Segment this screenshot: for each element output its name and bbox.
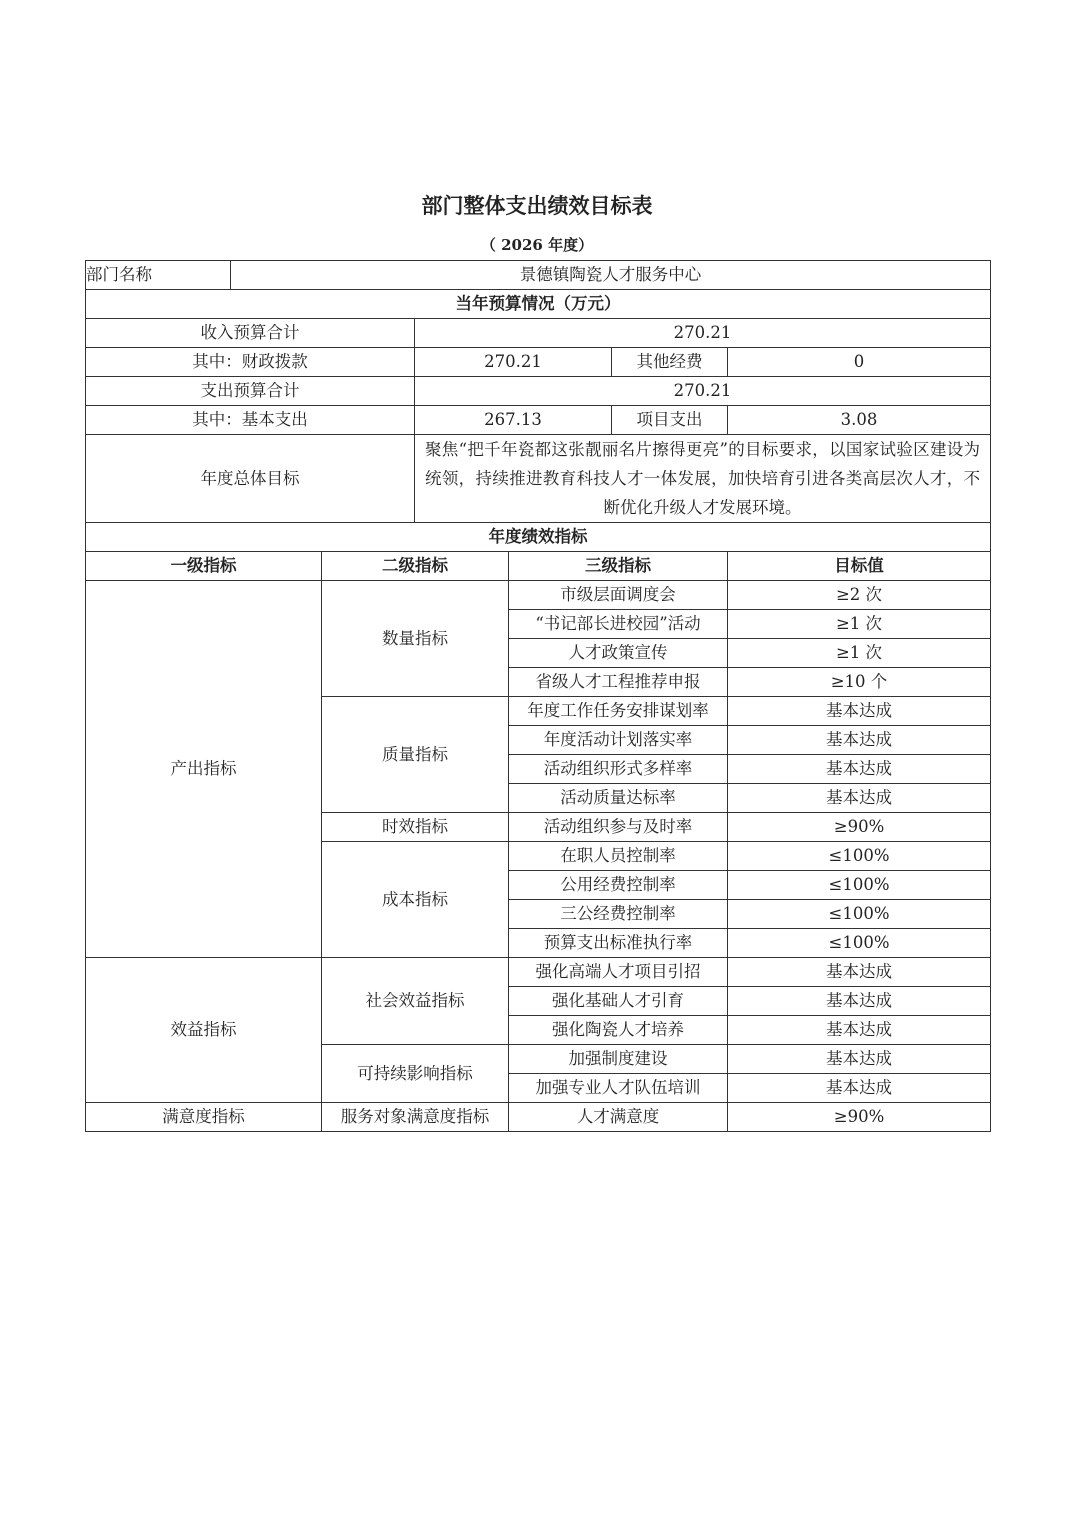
target-value: 基本达成	[728, 1045, 991, 1074]
target-value: ≤100%	[728, 842, 991, 871]
fiscal-label: 其中：财政拨款	[86, 348, 415, 377]
level3-cell: 活动质量达标率	[509, 784, 728, 813]
performance-table	[85, 260, 991, 1132]
level3-cell: 人才满意度	[509, 1103, 728, 1132]
target-value: ≤100%	[728, 929, 991, 958]
income-total-label: 收入预算合计	[86, 319, 415, 348]
level3-cell: 市级层面调度会	[509, 581, 728, 610]
table-row	[86, 1103, 991, 1132]
table-row	[86, 581, 991, 610]
fiscal-value: 270.21	[415, 348, 612, 377]
level3-cell: 强化基础人才引育	[509, 987, 728, 1016]
target-value: ≥90%	[728, 1103, 991, 1132]
level3-cell: 加强专业人才队伍培训	[509, 1074, 728, 1103]
target-value: 基本达成	[728, 1074, 991, 1103]
level2-cell: 社会效益指标	[322, 958, 509, 1045]
basic-label: 其中：基本支出	[86, 406, 415, 435]
level1-cell: 效益指标	[86, 958, 322, 1103]
header-target: 目标值	[728, 552, 991, 581]
level3-cell: 加强制度建设	[509, 1045, 728, 1074]
level3-cell: 三公经费控制率	[509, 900, 728, 929]
level3-cell: 预算支出标准执行率	[509, 929, 728, 958]
dept-label: 部门名称	[86, 261, 231, 290]
header-level1: 一级指标	[86, 552, 322, 581]
target-value: 基本达成	[728, 726, 991, 755]
budget-heading: 当年预算情况（万元）	[86, 290, 991, 319]
dept-name: 景德镇陶瓷人才服务中心	[231, 261, 991, 290]
level2-cell: 数量指标	[322, 581, 509, 697]
basic-value: 267.13	[415, 406, 612, 435]
target-value: 基本达成	[728, 697, 991, 726]
target-value: ≥10 个	[728, 668, 991, 697]
target-value: ≥90%	[728, 813, 991, 842]
level2-cell: 可持续影响指标	[322, 1045, 509, 1103]
target-value: 基本达成	[728, 958, 991, 987]
other-value: 0	[728, 348, 991, 377]
level3-cell: “书记部长进校园”活动	[509, 610, 728, 639]
table-row	[86, 958, 991, 987]
year-subtitle: （ 2026 年度）	[480, 236, 594, 254]
target-value: 基本达成	[728, 1016, 991, 1045]
level3-cell: 人才政策宣传	[509, 639, 728, 668]
target-value: ≥1 次	[728, 610, 991, 639]
level3-cell: 公用经费控制率	[509, 871, 728, 900]
level3-cell: 在职人员控制率	[509, 842, 728, 871]
target-value: 基本达成	[728, 987, 991, 1016]
level2-cell: 服务对象满意度指标	[322, 1103, 509, 1132]
level3-cell: 年度工作任务安排谋划率	[509, 697, 728, 726]
level3-cell: 年度活动计划落实率	[509, 726, 728, 755]
level2-cell: 质量指标	[322, 697, 509, 813]
level3-cell: 省级人才工程推荐申报	[509, 668, 728, 697]
level3-cell: 活动组织参与及时率	[509, 813, 728, 842]
target-value: ≤100%	[728, 871, 991, 900]
target-value: 基本达成	[728, 784, 991, 813]
header-level2: 二级指标	[322, 552, 509, 581]
goal-label: 年度总体目标	[86, 435, 415, 523]
project-value: 3.08	[728, 406, 991, 435]
metrics-heading: 年度绩效指标	[86, 523, 991, 552]
goal-text: 聚焦“把千年瓷都这张靓丽名片擦得更亮”的目标要求，以国家试验区建设为统领，持续推进教育科技人才一体发展，加快培育引进各类高层次人才，不断优化升级人才发展环境。	[415, 435, 991, 523]
target-value: ≤100%	[728, 900, 991, 929]
income-total: 270.21	[415, 319, 991, 348]
level3-cell: 活动组织形式多样率	[509, 755, 728, 784]
metrics-header-row	[86, 552, 991, 581]
expense-total: 270.21	[415, 377, 991, 406]
level3-cell: 强化陶瓷人才培养	[509, 1016, 728, 1045]
level1-cell: 产出指标	[86, 581, 322, 958]
target-value: ≥2 次	[728, 581, 991, 610]
page-title: 部门整体支出绩效目标表	[421, 193, 653, 218]
dept-row	[86, 261, 991, 290]
project-label: 项目支出	[612, 406, 728, 435]
target-value: ≥1 次	[728, 639, 991, 668]
other-label: 其他经费	[612, 348, 728, 377]
target-value: 基本达成	[728, 755, 991, 784]
header-level3: 三级指标	[509, 552, 728, 581]
expense-total-label: 支出预算合计	[86, 377, 415, 406]
level3-cell: 强化高端人才项目引招	[509, 958, 728, 987]
level2-cell: 成本指标	[322, 842, 509, 958]
level1-cell: 满意度指标	[86, 1103, 322, 1132]
level2-cell: 时效指标	[322, 813, 509, 842]
